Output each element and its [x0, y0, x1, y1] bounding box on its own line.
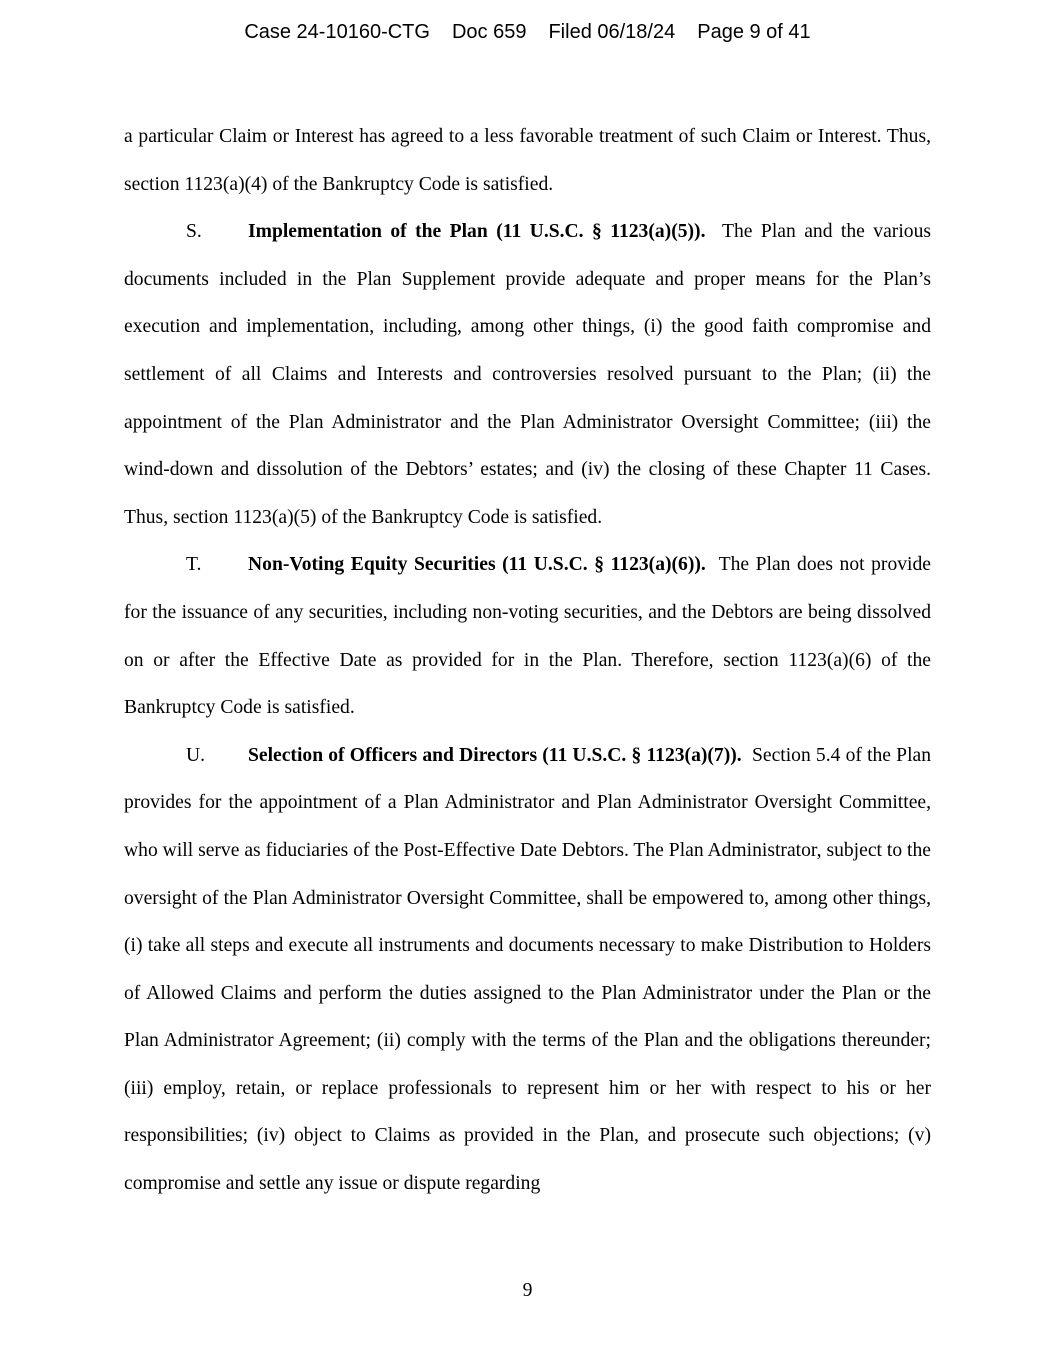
paragraph-letter: S. [186, 221, 202, 243]
document-body [124, 113, 931, 1208]
filed-date: Filed 06/18/24 [548, 21, 676, 43]
court-filing-header [0, 19, 1055, 45]
paragraph-letter: T. [186, 554, 202, 576]
continuation-paragraph: a particular Claim or Interest has agreed to a less favorable treatment of such Claim or Interest. Thus, section 1123(a)(4) of the Bankruptcy Code is satisfied. [124, 126, 931, 195]
paragraph-heading: Non-Voting Equity Securities (11 U.S.C. § 1123(a)(6)). [248, 554, 706, 576]
paragraph-t [124, 541, 931, 731]
paragraph-u [124, 732, 931, 1208]
document-number: Doc 659 [451, 21, 527, 43]
paragraph-text: The Plan does not provide for the issuance of any securities, including non-voting securities, and the Debtors are being dissolved on or after the Effective Date as provided for in the Plan. Therefore, section 1123(a)(6) of the Bankruptcy Code is satisfied. [124, 554, 931, 719]
case-number: Case 24-10160-CTG [244, 21, 430, 43]
paragraph-text: The Plan and the various documents included in the Plan Supplement provide adequate and proper means for the Plan’s execution and implementation, including, among other things, (i) the good faith compromise and settlement of all Claims and Interests and controversies resolved pursuant to the Plan; (ii) the appointment of the Plan Administrator and the Plan Administrator Oversight Committee; (iii) the wind-down and dissolution of the Debtors’ estates; and (iv) the closing of these Chapter 11 Cases. Thus, section 1123(a)(5) of the Bankruptcy Code is satisfied. [124, 221, 931, 528]
page-number: 9 [522, 1280, 533, 1301]
paragraph-letter: U. [186, 744, 206, 766]
paragraph-heading: Selection of Officers and Directors (11 U.S.C. § 1123(a)(7)). [248, 744, 742, 766]
paragraph-heading: Implementation of the Plan (11 U.S.C. § 1123(a)(5)). [248, 221, 706, 243]
paragraph-text: Section 5.4 of the Plan provides for the appointment of a Plan Administrator and Plan Administrator Oversight Committee, who will serve as fiduciaries of the Post-Effective Date Debtors. The Plan Administrator, subject to the oversight of the Plan Administrator Oversight Committee, shall be empowered to, among other things, (i) take all steps and execute all instruments and documents necessary to make Distribution to Holders of Allowed Claims and perform the duties assigned to the Plan Administrator under the Plan or the Plan Administrator Agreement; (ii) comply with the terms of the Plan and the obligations thereunder; (iii) employ, retain, or replace professionals to represent him or her with respect to his or her responsibilities; (iv) object to Claims as provided in the Plan, and prosecute such objections; (v) compromise and settle any issue or dispute regarding [124, 744, 932, 1195]
page-indicator: Page 9 of 41 [697, 21, 811, 43]
paragraph-s [124, 208, 931, 541]
